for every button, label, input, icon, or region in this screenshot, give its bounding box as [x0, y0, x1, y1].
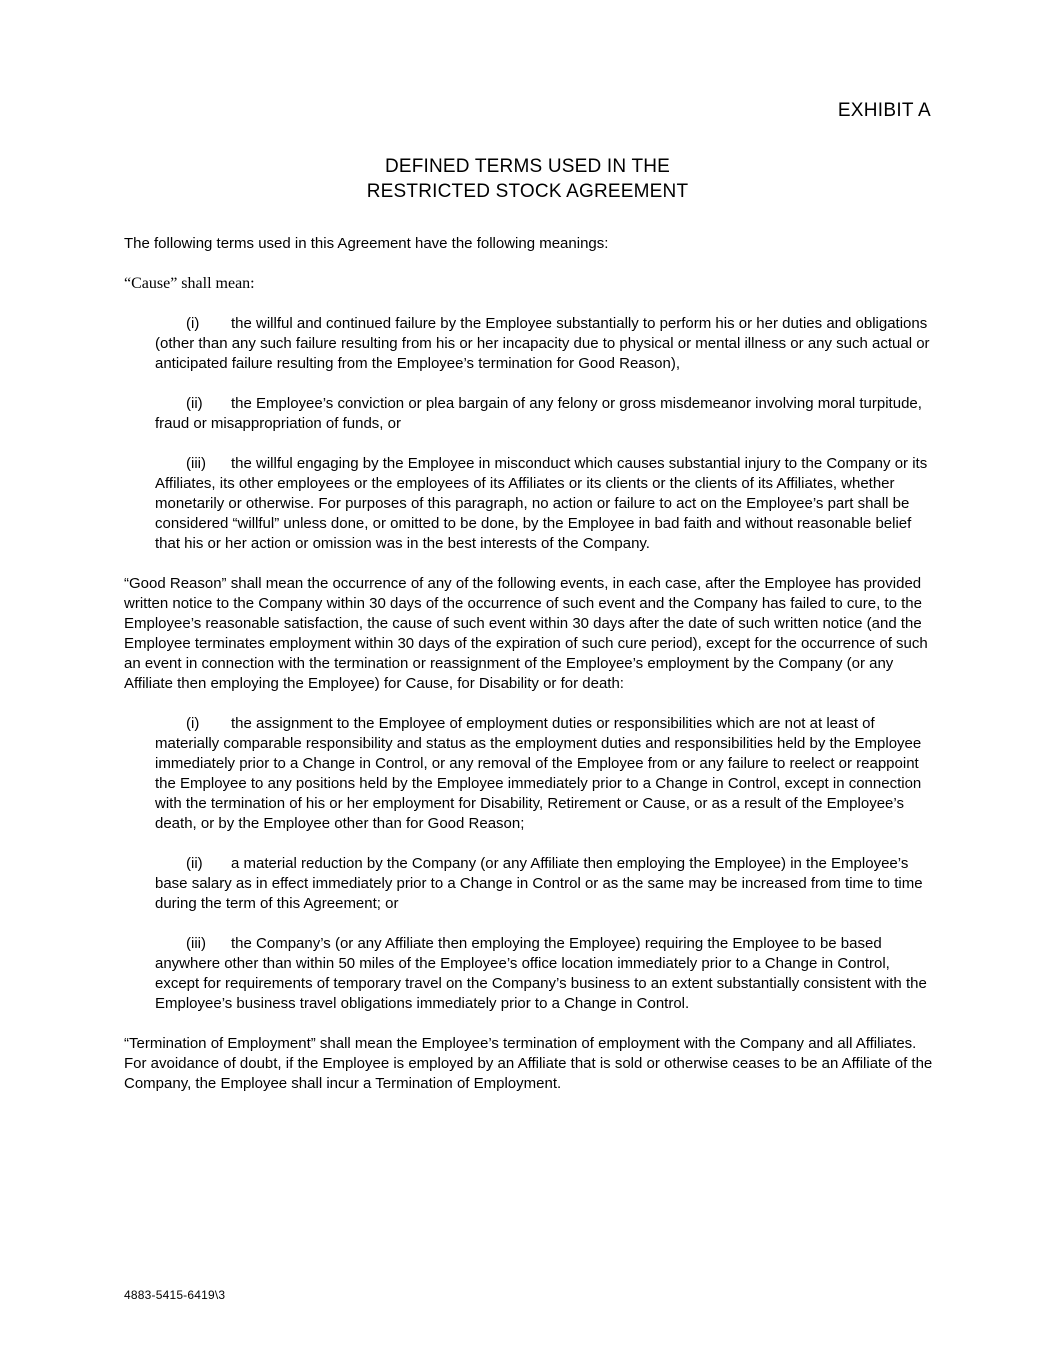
good-reason-item-3-text: the Company’s (or any Affiliate then employing the Employee) requiring the Employee to be based anywhere other than within 50 miles of the Employee’s office location immediately prior to a Change in Control, except for requirements of temporary travel on the Company’s business to an extent substantially consistent with the Employee’s business travel obligations immediately prior to a Change in Control.: [155, 935, 927, 1012]
title-line-2: RESTRICTED STOCK AGREEMENT: [366, 181, 689, 202]
good-reason-item-1-text: the assignment to the Employee of employment duties or responsibilities which are not at least of materially comparable responsibility and status as the employment duties and responsibilities held by the Employee immediately prior to a Change in Control, or any removal of the Employee from or any failure to reelect or reappoint the Employee to any positions held by the Employee immediately prior to a Change in Control, except in connection with the termination of his or her employment for Disability, Retirement or Cause, or as a result of the Employee’s death, or by the Employee other than for Good Reason;: [155, 715, 922, 832]
document-id-footer: 4883-5415-6419\3: [124, 1288, 226, 1302]
good-reason-item-1: [155, 714, 936, 834]
cause-item-2: [155, 394, 936, 434]
intro-paragraph: The following terms used in this Agreement have the following meanings:: [124, 235, 609, 252]
title-line-1: DEFINED TERMS USED IN THE: [384, 156, 671, 177]
good-reason-item-2: [155, 854, 936, 914]
cause-item-3-number: (iii): [186, 455, 206, 472]
cause-heading: “Cause” shall mean:: [124, 275, 255, 292]
good-reason-item-3: [155, 934, 936, 1014]
cause-item-1: [155, 314, 936, 374]
cause-item-2-text: the Employee’s conviction or plea bargain of any felony or gross misdemeanor involving moral turpitude, fraud or misappropriation of funds, or: [155, 395, 922, 432]
good-reason-item-2-text: a material reduction by the Company (or any Affiliate then employing the Employee) in the Employee’s base salary as in effect immediately prior to a Change in Control or as the same may be increased from time to time during the term of this Agreement; or: [155, 855, 923, 912]
document-title: [0, 154, 1055, 204]
good-reason-paragraph: “Good Reason” shall mean the occurrence of any of the following events, in each case, after the Employee has provided written notice to the Company within 30 days of the occurrence of such event and the Company has failed to cure, to the Employee’s reasonable satisfaction, the cause of such event within 30 days after the date of such written notice (and the Employee terminates employment within 30 days of the expiration of such cure period), except for the occurrence of such an event in connection with the termination or reassignment of the Employee’s employment by the Company (or any Affiliate then employing the Employee) for Cause, for Disability or for death:: [124, 575, 928, 692]
termination-paragraph: “Termination of Employment” shall mean the Employee’s termination of employment with the Company and all Affiliates. For avoidance of doubt, if the Employee is employed by an Affiliate that is sold or otherwise ceases to be an Affiliate of the Company, the Employee shall incur a Termination of Employment.: [124, 1035, 933, 1092]
cause-item-3-text: the willful engaging by the Employee in misconduct which causes substantial injury to the Company or its Affiliates, its other employees or the employees of its Affiliates or its clients or the clients of its Affiliates, whether monetarily or otherwise. For purposes of this paragraph, no action or failure to act on the Employee’s part shall be considered “willful” unless done, or omitted to be done, by the Employee in bad faith and without reasonable belief that his or her action or omission was in the best interests of the Company.: [155, 455, 928, 552]
cause-item-2-number: (ii): [186, 395, 203, 412]
good-reason-item-2-number: (ii): [186, 855, 203, 872]
exhibit-label: EXHIBIT A: [837, 100, 931, 121]
cause-item-3: [155, 454, 936, 554]
good-reason-item-3-number: (iii): [186, 935, 206, 952]
cause-item-1-number: (i): [186, 315, 200, 332]
cause-item-1-text: the willful and continued failure by the Employee substantially to perform his or her duties and obligations (other than any such failure resulting from his or her incapacity due to physical or mental illness or any such actual or anticipated failure resulting from the Employee’s termination for Good Reason),: [155, 315, 930, 372]
good-reason-item-1-number: (i): [186, 715, 200, 732]
